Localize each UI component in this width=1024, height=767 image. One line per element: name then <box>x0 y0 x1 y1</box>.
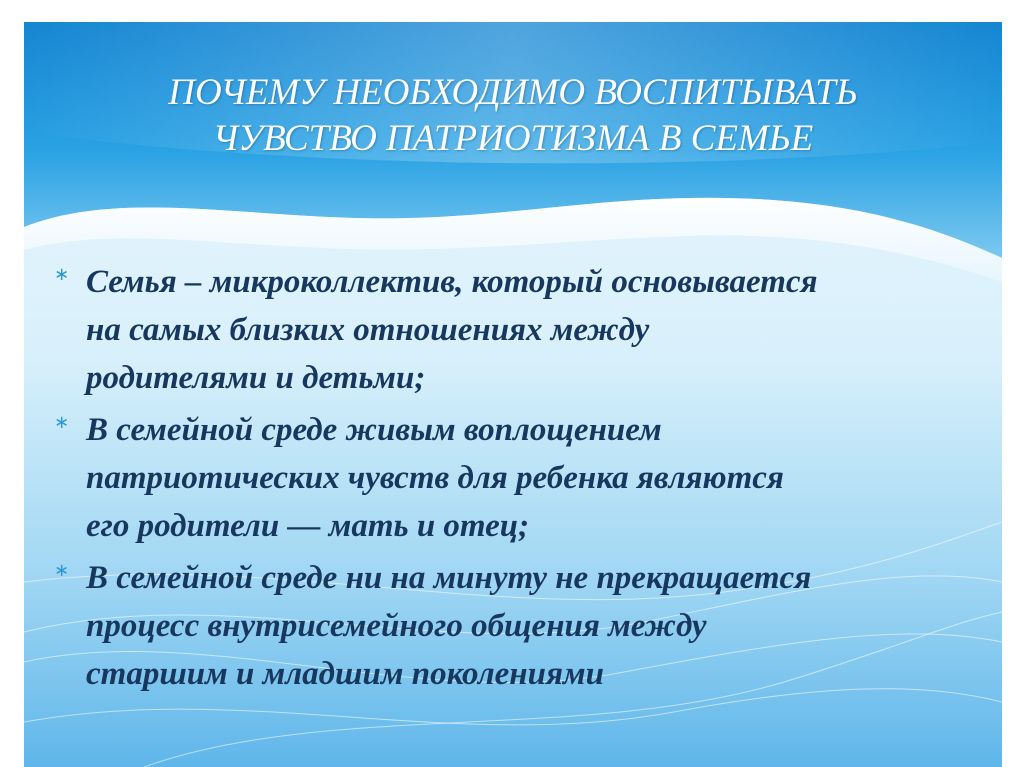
bullet-item <box>52 554 982 698</box>
slide-title <box>44 70 982 162</box>
bullet-item <box>52 406 982 550</box>
slide-title-line-1: ПОЧЕМУ НЕОБХОДИМО ВОСПИТЫВАТЬ <box>168 72 858 113</box>
asterisk-bullet-icon: ∗ <box>54 264 70 285</box>
bullet-line: на самых близких отношениях между <box>86 312 650 348</box>
bullet-text <box>86 258 982 402</box>
bullet-line: родителями и детьми; <box>86 360 426 396</box>
slide-title-line-2: ЧУВСТВО ПАТРИОТИЗМА В СЕМЬЕ <box>212 118 814 159</box>
bullet-item <box>52 258 982 402</box>
slide <box>24 22 1002 767</box>
bullet-line: старшим и младшим поколениями <box>86 656 604 692</box>
bullet-text <box>86 554 982 698</box>
bullet-line: патриотических чувств для ребенка являются <box>86 460 784 496</box>
asterisk-bullet-icon: ∗ <box>54 412 70 433</box>
bullet-line: В семейной среде ни на минуту не прекращается <box>86 560 812 596</box>
bullet-line: Семья – микроколлектив, который основывается <box>86 264 818 300</box>
bullet-line: процесс внутрисемейного общения между <box>86 608 707 644</box>
bullet-text <box>86 406 982 550</box>
bullet-list <box>52 258 982 702</box>
bullet-line: В семейной среде живым воплощением <box>86 412 662 448</box>
asterisk-bullet-icon: ∗ <box>54 560 70 581</box>
bullet-line: его родители — мать и отец; <box>86 508 530 544</box>
